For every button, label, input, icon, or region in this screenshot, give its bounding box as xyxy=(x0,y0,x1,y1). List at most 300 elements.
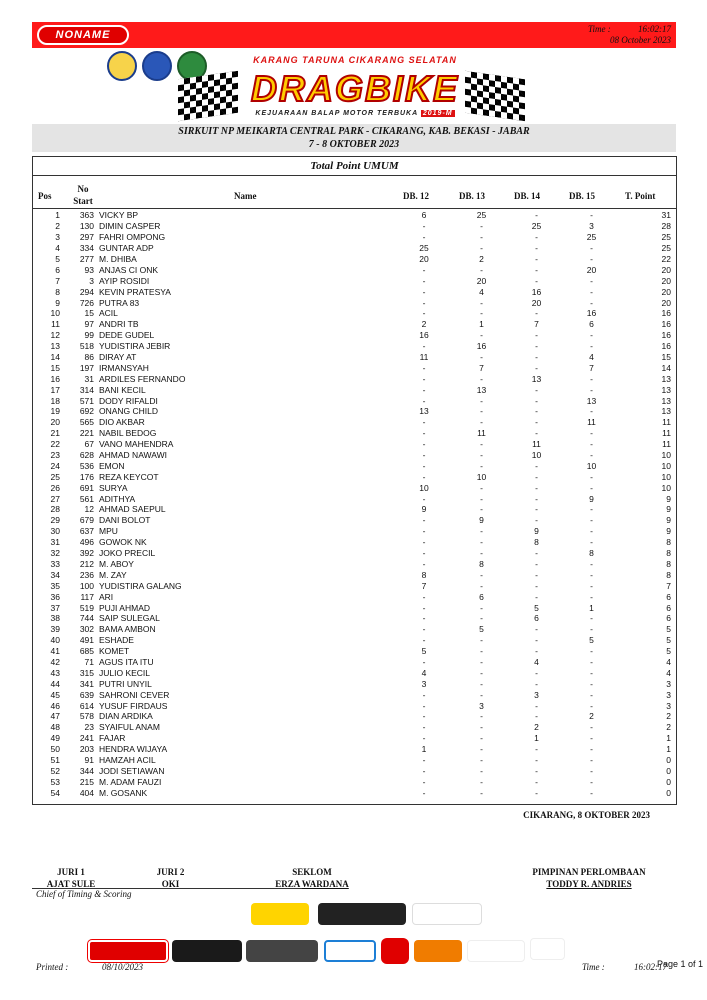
row-total-point: 3 xyxy=(666,678,671,689)
table-row xyxy=(33,308,673,319)
row-db13: - xyxy=(480,787,483,798)
row-db14: - xyxy=(535,776,538,787)
row-db14: - xyxy=(535,635,538,646)
row-db14: - xyxy=(535,646,538,657)
row-db12: - xyxy=(422,776,426,787)
table-row xyxy=(33,406,673,417)
row-pos: 39 xyxy=(50,624,60,635)
printed-label: Printed : xyxy=(36,962,69,972)
row-db13: 9 xyxy=(479,515,484,526)
row-pos: 23 xyxy=(50,450,60,461)
row-name: PUTRI UNYIL xyxy=(99,678,152,689)
row-name: ACIL xyxy=(99,308,118,319)
row-db15: - xyxy=(590,722,593,733)
row-total-point: 20 xyxy=(661,264,671,275)
row-no-start: 614 xyxy=(79,700,94,711)
row-name: AHMAD NAWAWI xyxy=(99,450,167,461)
table-row xyxy=(33,297,673,308)
row-db15: 3 xyxy=(589,221,594,232)
col-name: Name xyxy=(234,191,257,201)
row-db12: - xyxy=(422,689,426,700)
row-pos: 27 xyxy=(50,493,60,504)
row-pos: 48 xyxy=(50,722,60,733)
row-db13: 8 xyxy=(479,558,484,569)
row-db12: 1 xyxy=(421,744,427,755)
row-db13: - xyxy=(480,232,483,243)
row-pos: 5 xyxy=(55,254,60,264)
row-name: DIMIN CASPER xyxy=(99,221,161,232)
row-db14: - xyxy=(535,460,538,471)
row-name: MPU xyxy=(99,526,118,537)
row-name: IRMANSYAH xyxy=(99,362,149,373)
row-db12: - xyxy=(422,460,426,471)
juri1-signature xyxy=(36,866,106,890)
row-no-start: 15 xyxy=(84,308,94,319)
table-row xyxy=(33,635,673,646)
row-db15: - xyxy=(590,537,593,548)
khc-sponsor-logo xyxy=(251,903,309,925)
row-db14: - xyxy=(535,471,538,482)
row-db15: 1 xyxy=(589,602,594,613)
organizer-seal-icon xyxy=(107,51,137,81)
row-no-start: 12 xyxy=(84,504,94,515)
row-db15: - xyxy=(590,754,593,765)
row-total-point: 13 xyxy=(661,406,671,417)
row-db13: - xyxy=(480,482,483,493)
row-db13: - xyxy=(480,243,483,254)
row-db12: - xyxy=(422,232,426,243)
header-divider xyxy=(33,175,676,176)
row-total-point: 20 xyxy=(661,297,671,308)
row-db12: - xyxy=(422,602,426,613)
row-db15: - xyxy=(590,526,593,537)
row-total-point: 8 xyxy=(666,558,671,569)
row-total-point: 10 xyxy=(661,471,671,482)
row-no-start: 491 xyxy=(79,635,94,646)
row-db12: 2 xyxy=(421,319,427,330)
row-db15: - xyxy=(590,667,593,678)
row-db15: - xyxy=(590,765,593,776)
row-pos: 14 xyxy=(50,352,60,363)
table-row xyxy=(33,428,673,439)
row-db12: - xyxy=(422,341,426,352)
row-pos: 33 xyxy=(50,558,60,569)
row-name: VANO MAHENDRA xyxy=(99,439,174,450)
row-pos: 1 xyxy=(55,210,60,221)
table-row xyxy=(33,548,673,559)
row-db12: - xyxy=(422,428,426,439)
row-db15: 20 xyxy=(586,264,597,275)
row-total-point: 10 xyxy=(661,450,671,461)
row-name: YUSUF FIRDAUS xyxy=(99,700,168,711)
row-db15: - xyxy=(590,656,593,667)
row-pos: 43 xyxy=(50,667,60,678)
row-no-start: 91 xyxy=(84,754,94,765)
row-db15: 11 xyxy=(587,417,596,428)
row-name: ONANG CHILD xyxy=(99,406,159,417)
row-total-point: 20 xyxy=(661,275,671,286)
row-db14: 16 xyxy=(531,286,542,297)
row-total-point: 7 xyxy=(666,580,671,591)
row-pos: 53 xyxy=(50,776,60,787)
row-db12: 10 xyxy=(419,482,429,493)
row-db14: 8 xyxy=(534,537,539,548)
row-db14: - xyxy=(535,678,538,689)
row-db14: - xyxy=(535,243,538,254)
row-db13: - xyxy=(480,733,483,744)
row-db13: - xyxy=(480,504,483,515)
row-total-point: 2 xyxy=(666,722,671,733)
row-name: M. ZAY xyxy=(99,569,127,580)
row-db15: - xyxy=(590,439,593,450)
row-db13: - xyxy=(480,406,483,417)
row-pos: 15 xyxy=(50,362,60,373)
row-name: SYAIFUL ANAM xyxy=(99,722,160,733)
row-db15: - xyxy=(590,406,593,417)
row-pos: 35 xyxy=(50,580,60,591)
row-db14: - xyxy=(535,232,538,243)
row-db13: - xyxy=(480,450,483,461)
row-name: M. ADAM FAUZI xyxy=(99,776,162,787)
row-db14: - xyxy=(535,591,538,602)
row-total-point: 0 xyxy=(666,776,671,787)
row-db15: - xyxy=(590,428,593,439)
row-name: BANI KECIL xyxy=(99,384,146,395)
juri2-signature xyxy=(148,866,193,890)
row-name: JODI SETIAWAN xyxy=(99,765,165,776)
col-db15: DB. 15 xyxy=(569,191,596,201)
row-db13: - xyxy=(480,493,483,504)
table-row xyxy=(33,580,673,591)
noname-logo: NONAME xyxy=(37,25,129,45)
row-db13: - xyxy=(480,765,483,776)
row-db15: 8 xyxy=(589,548,594,559)
row-no-start: 277 xyxy=(79,254,94,264)
row-pos: 17 xyxy=(50,384,60,395)
row-name: GUNTAR ADP xyxy=(99,243,154,254)
row-name: BAMA AMBON xyxy=(99,624,156,635)
row-no-start: 628 xyxy=(79,450,94,461)
row-total-point: 0 xyxy=(666,787,671,798)
row-total-point: 4 xyxy=(666,667,671,678)
row-db13: - xyxy=(480,744,483,755)
row-db14: - xyxy=(535,275,538,286)
row-name: VICKY BP xyxy=(99,210,139,221)
row-pos: 32 xyxy=(50,548,60,559)
row-db12: 4 xyxy=(421,667,427,678)
row-total-point: 0 xyxy=(666,765,671,776)
row-db15: 6 xyxy=(589,319,594,330)
printed-date: 08/10/2023 xyxy=(102,962,144,972)
row-db12: - xyxy=(422,297,426,308)
row-pos: 13 xyxy=(50,341,60,352)
cmm-sponsor-logo xyxy=(568,940,612,962)
row-db14: - xyxy=(535,362,538,373)
row-db15: - xyxy=(590,275,593,286)
row-pos: 3 xyxy=(55,232,60,243)
row-total-point: 4 xyxy=(666,656,671,667)
row-no-start: 565 xyxy=(79,417,94,428)
table-row xyxy=(33,395,673,406)
table-row xyxy=(33,657,673,668)
header-divider-bottom xyxy=(33,208,676,209)
row-no-start: 685 xyxy=(79,646,94,657)
row-db13: - xyxy=(480,308,483,319)
row-db13: - xyxy=(480,548,483,559)
row-db12: - xyxy=(422,613,426,624)
col-total-point: T. Point xyxy=(625,191,656,201)
row-db12: - xyxy=(422,526,426,537)
row-db15: - xyxy=(590,243,593,254)
table-row xyxy=(33,254,673,265)
row-db12: - xyxy=(422,417,426,428)
row-db13: - xyxy=(480,439,483,450)
table-row xyxy=(33,362,673,373)
row-db14: 11 xyxy=(532,439,541,450)
row-db14: - xyxy=(535,569,538,580)
table-row xyxy=(33,646,673,657)
row-db13: - xyxy=(480,417,483,428)
juri1-name: AJAT SULE xyxy=(46,879,96,889)
row-pos: 18 xyxy=(50,395,60,406)
row-db14: 7 xyxy=(534,319,539,330)
event-organizer: KARANG TARUNA CIKARANG SELATAN xyxy=(253,55,457,65)
police-seal-icon xyxy=(142,51,172,81)
row-db13: 13 xyxy=(476,384,487,395)
row-total-point: 10 xyxy=(661,482,671,493)
pimpinan-title: PIMPINAN PERLOMBAAN xyxy=(532,867,646,877)
row-db13: - xyxy=(480,297,483,308)
row-total-point: 25 xyxy=(661,243,671,254)
row-no-start: 691 xyxy=(79,482,94,493)
row-pos: 8 xyxy=(55,286,60,297)
row-db13: - xyxy=(480,395,483,406)
row-name: EMON xyxy=(99,460,125,471)
place-date: CIKARANG, 8 OKTOBER 2023 xyxy=(523,810,650,820)
row-total-point: 6 xyxy=(666,613,671,624)
row-pos: 47 xyxy=(50,711,60,722)
row-db15: - xyxy=(590,613,593,624)
racing-sponsor-logo xyxy=(246,940,318,962)
row-pos: 9 xyxy=(55,297,60,308)
row-name: DIO AKBAR xyxy=(99,417,145,428)
row-db14: - xyxy=(535,765,538,776)
row-name: SURYA xyxy=(99,482,128,493)
row-db12: - xyxy=(422,765,426,776)
row-no-start: 130 xyxy=(79,221,94,232)
row-db14: - xyxy=(535,384,538,395)
row-no-start: 561 xyxy=(79,493,94,504)
row-db12: - xyxy=(422,733,426,744)
row-no-start: 71 xyxy=(84,656,94,667)
row-db15: - xyxy=(590,515,593,526)
row-no-start: 744 xyxy=(79,613,94,624)
row-db12: - xyxy=(422,286,426,297)
row-name: FAHRI OMPONG xyxy=(99,232,166,243)
row-db14: 6 xyxy=(534,613,539,624)
row-db15: 5 xyxy=(589,635,594,646)
row-total-point: 11 xyxy=(662,439,671,450)
row-db13: - xyxy=(480,635,483,646)
row-no-start: 726 xyxy=(79,297,94,308)
row-no-start: 519 xyxy=(79,602,94,613)
row-total-point: 9 xyxy=(666,504,671,515)
o-sponsor-logo xyxy=(381,938,409,964)
row-no-start: 99 xyxy=(84,330,94,341)
row-db14: 4 xyxy=(534,656,539,667)
row-pos: 2 xyxy=(55,221,60,232)
row-db13: 7 xyxy=(479,362,484,373)
table-row xyxy=(33,526,673,537)
time-value: 16:02:17 xyxy=(638,24,671,34)
row-no-start: 344 xyxy=(79,765,94,776)
table-row xyxy=(33,667,673,678)
row-no-start: 67 xyxy=(84,439,94,450)
row-db12: - xyxy=(422,787,426,798)
row-name: SAIP SULEGAL xyxy=(99,613,160,624)
chief-timing-label: Chief of Timing & Scoring xyxy=(36,889,132,899)
row-name: PUJI AHMAD xyxy=(99,602,151,613)
row-db12: - xyxy=(422,591,426,602)
row-pos: 28 xyxy=(50,504,60,515)
row-name: ADITHYA xyxy=(99,493,136,504)
table-row xyxy=(33,765,673,776)
table-row xyxy=(33,744,673,755)
row-pos: 19 xyxy=(50,406,60,417)
row-db13: - xyxy=(480,460,483,471)
table-row xyxy=(33,537,673,548)
row-db13: 20 xyxy=(476,275,487,286)
juri1-title: JURI 1 xyxy=(57,867,85,877)
dn-sponsor-logo xyxy=(414,940,462,962)
event-year: 2019-M xyxy=(422,110,453,117)
row-pos: 34 xyxy=(50,569,60,580)
table-row xyxy=(33,319,673,330)
row-total-point: 8 xyxy=(666,537,671,548)
row-db14: - xyxy=(535,254,538,264)
row-db12: - xyxy=(422,700,426,711)
row-db14: - xyxy=(535,624,538,635)
table-row xyxy=(33,504,673,515)
row-no-start: 679 xyxy=(79,515,94,526)
row-db14: - xyxy=(535,352,538,363)
row-pos: 51 xyxy=(50,754,60,765)
row-db13: - xyxy=(480,667,483,678)
row-db13: 10 xyxy=(476,471,487,482)
row-pos: 31 xyxy=(50,537,60,548)
row-name: ARDILES FERNANDO xyxy=(99,373,186,384)
row-db13: - xyxy=(480,678,483,689)
kitakita-sponsor-logo xyxy=(412,903,482,925)
row-total-point: 3 xyxy=(666,700,671,711)
table-row xyxy=(33,722,673,733)
juri2-name: OKI xyxy=(161,879,180,889)
row-db14: - xyxy=(535,428,538,439)
col-db13: DB. 13 xyxy=(459,191,486,201)
row-db13: - xyxy=(480,754,483,765)
row-no-start: 496 xyxy=(79,537,94,548)
row-no-start: 302 xyxy=(79,624,94,635)
row-name: DEDE GUDEL xyxy=(99,330,155,341)
row-db15: - xyxy=(590,733,593,744)
col-no-start: No Start xyxy=(73,184,93,206)
row-name: ANDRI TB xyxy=(99,319,139,330)
row-db15: - xyxy=(590,624,593,635)
pimpinan-signature xyxy=(522,866,656,890)
row-pos: 42 xyxy=(50,656,60,667)
row-db12: - xyxy=(422,656,426,667)
row-db13: - xyxy=(480,656,483,667)
table-row xyxy=(33,341,673,352)
row-pos: 36 xyxy=(50,591,60,602)
row-total-point: 16 xyxy=(661,319,671,330)
row-name: ANJAS CI ONK xyxy=(99,264,159,275)
row-total-point: 16 xyxy=(661,341,671,352)
table-row xyxy=(33,678,673,689)
event-logo xyxy=(215,68,495,120)
row-db13: - xyxy=(480,264,483,275)
table-row xyxy=(33,439,673,450)
row-pos: 40 xyxy=(50,635,60,646)
row-no-start: 639 xyxy=(79,689,94,700)
row-total-point: 13 xyxy=(661,384,671,395)
row-db15: - xyxy=(590,678,593,689)
row-db14: 2 xyxy=(534,722,539,733)
row-db13: - xyxy=(480,602,483,613)
row-no-start: 692 xyxy=(79,406,94,417)
row-pos: 10 xyxy=(50,308,60,319)
row-db12: - xyxy=(422,373,426,384)
row-pos: 49 xyxy=(50,733,60,744)
row-no-start: 117 xyxy=(80,591,94,602)
row-db14: 13 xyxy=(531,373,542,384)
row-name: M. DHIBA xyxy=(99,254,137,264)
row-db12: 3 xyxy=(421,678,427,689)
row-no-start: 236 xyxy=(79,569,94,580)
row-db13: - xyxy=(480,722,483,733)
row-db15: 25 xyxy=(586,232,597,243)
row-db15: - xyxy=(590,254,593,264)
row-no-start: 536 xyxy=(79,460,94,471)
row-db12: 11 xyxy=(419,352,429,363)
row-db13: - xyxy=(480,580,483,591)
row-no-start: 314 xyxy=(79,384,94,395)
row-db13: - xyxy=(480,569,483,580)
row-db14: - xyxy=(535,482,538,493)
table-row xyxy=(33,689,673,700)
row-db15: - xyxy=(590,373,593,384)
row-name: DODY RIFALDI xyxy=(99,395,158,406)
row-db14: - xyxy=(535,515,538,526)
table-row xyxy=(33,264,673,275)
row-db13: - xyxy=(480,373,483,384)
row-total-point: 13 xyxy=(661,373,671,384)
row-no-start: 392 xyxy=(79,548,94,559)
table-row xyxy=(33,613,673,624)
row-db15: 9 xyxy=(589,493,594,504)
row-total-point: 11 xyxy=(662,417,671,428)
row-db13: - xyxy=(480,613,483,624)
row-no-start: 100 xyxy=(79,580,94,591)
row-name: AGUS ITA ITU xyxy=(99,656,154,667)
row-db13: - xyxy=(480,221,483,232)
row-name: HAMZAH ACIL xyxy=(99,754,156,765)
row-no-start: 241 xyxy=(79,733,94,744)
table-row xyxy=(33,733,673,744)
row-name: KOMET xyxy=(99,646,130,657)
row-total-point: 2 xyxy=(666,711,671,722)
row-no-start: 363 xyxy=(79,210,94,221)
